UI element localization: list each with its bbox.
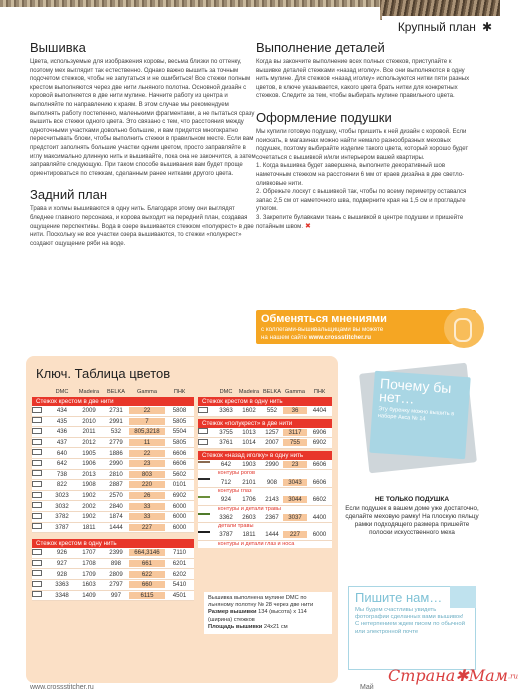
table-cell: 2009 <box>82 407 96 415</box>
right-one-thread-rows <box>198 406 332 417</box>
table-cell: 1603 <box>82 581 96 589</box>
table-row <box>32 559 194 570</box>
table-cell: 6000 <box>172 502 187 510</box>
thread-symbol-icon <box>32 460 46 468</box>
table-cell: 2399 <box>109 549 123 557</box>
table-cell: 6201 <box>172 560 187 568</box>
footer-page: Май <box>360 684 374 691</box>
thread-symbol-icon <box>32 407 46 415</box>
table-cell: 3037 <box>283 514 307 521</box>
table-cell: 1444 <box>109 523 123 531</box>
full-cross-rows <box>32 406 194 533</box>
section-tag <box>382 16 500 38</box>
table-cell: 6906 <box>312 428 327 436</box>
table-cell: 436 <box>56 428 68 436</box>
not-only-pillow-note <box>344 496 480 537</box>
table-row <box>32 523 194 534</box>
table-cell: 6000 <box>172 513 187 521</box>
thread-symbol-icon <box>198 496 212 504</box>
table-cell: 803 <box>129 471 165 478</box>
table-cell: 1903 <box>242 461 256 469</box>
right-one-thread-header: Стежок крестом в одну нить <box>198 397 332 406</box>
table-row <box>198 428 332 439</box>
table-cell: 1707 <box>82 549 96 557</box>
embroidery-text: Цвета, используемые для изображения коровы, весьма близки по оттенку, поэтому мех выглядит так естественно. Однако важно вышить за точным подсчетом стежков, чтобы не запутаться и не ошибиться! Все стежки полным крестом выполняются через две нити льняного полотна. Основной дизайн с коровой выполняется в две нити мулине. Начните работу из центра и выполняйте по направлению к краям. В этом случае мы рекомендуем выполнять работу постепенно, маленькими фрагментами, а не пытаться сразу вышить все стежки одного цвета. Это связано с тем, что расстояния между одноточными участками довольно большие, и вам придется многократно пересчитывать блоки, чтобы выполнить стежки в правильном месте. Если вам предстоит заполнять большие участки одним цветом, просто заправляйте в иглу максимально длинную нить и вышивайте, пока она не закончится, а затем заправляйте следующую. При таком способе вышивания вам будет проще ориентироваться по стежкам, сделанным ранее нитками другого цвета. <box>30 58 256 177</box>
table-cell: 2887 <box>109 481 123 489</box>
full-cross-one-header: Стежок крестом в одну нить <box>32 539 194 548</box>
table-cell: 6602 <box>312 496 327 504</box>
table-cell: 435 <box>56 417 68 425</box>
table-cell: 738 <box>56 470 68 478</box>
table-cell: 11 <box>129 439 165 446</box>
table-cell: 2990 <box>109 460 123 468</box>
thread-symbol-icon <box>198 461 212 469</box>
table-cell: 1409 <box>82 591 96 599</box>
table-cell: 3787 <box>55 523 69 531</box>
table-cell: 2797 <box>109 581 123 589</box>
table-cell: 1811 <box>82 523 96 531</box>
table-cell: 3023 <box>55 492 69 500</box>
table-cell: 997 <box>110 591 122 599</box>
table-row <box>32 580 194 591</box>
table-cell: 640 <box>56 449 68 457</box>
table-cell: 898 <box>110 560 122 568</box>
table-cell: 2367 <box>265 513 279 521</box>
table-cell: 755 <box>283 439 307 446</box>
thread-symbol-icon <box>32 439 46 447</box>
key-column-headers: DMC Madeira BELKA Gamma ПНК <box>55 389 186 395</box>
thread-symbol-icon <box>32 570 46 578</box>
table-cell: 2101 <box>242 478 256 486</box>
pillow-step-2: 2. Обрежьте лоскут с вышивкой так, чтобы по всему периметру оставался запас 2,5 см от наметочного шва, подверните края на 1,5 см и прогладьте утюгом. <box>256 188 467 213</box>
table-cell: 1706 <box>242 496 256 504</box>
thread-symbol-icon <box>32 523 46 531</box>
full-cross-one-rows <box>32 548 194 601</box>
table-cell: 532 <box>110 428 122 436</box>
table-cell: 661 <box>129 560 165 567</box>
table-cell: 552 <box>266 407 278 415</box>
table-cell: 2810 <box>109 470 123 478</box>
thread-symbol-icon <box>198 407 212 415</box>
table-cell: 1013 <box>242 428 256 436</box>
table-cell: 926 <box>56 549 68 557</box>
table-row <box>198 477 332 488</box>
table-cell: 5808 <box>172 407 187 415</box>
table-row <box>198 530 332 541</box>
table-row <box>32 448 194 459</box>
table-cell: 928 <box>56 570 68 578</box>
table-cell: 3755 <box>219 428 233 436</box>
table-cell: 3362 <box>219 513 233 521</box>
table-cell: 3787 <box>219 531 233 539</box>
forum-site-link[interactable]: www.crossstitcher.ru <box>308 334 372 341</box>
table-cell: 6606 <box>312 461 327 469</box>
key-title: Ключ. Таблица цветов <box>36 366 171 381</box>
thread-symbol-icon <box>32 581 46 589</box>
half-cross-header: Стежок «полукрест» в две нити <box>198 419 332 428</box>
table-cell: 4404 <box>312 407 327 415</box>
table-cell: 1444 <box>265 531 279 539</box>
thread-symbol-icon <box>32 470 46 478</box>
table-row <box>32 417 194 428</box>
back-stitch-label: детали травы <box>198 523 332 530</box>
table-cell: 6115 <box>129 592 165 599</box>
table-row <box>198 460 332 471</box>
thread-symbol-icon <box>32 492 46 500</box>
table-cell: 1905 <box>82 449 96 457</box>
table-cell: 7 <box>129 418 165 425</box>
back-stitch-label: контуры рогов <box>198 470 332 477</box>
why-not-sticker <box>369 371 470 459</box>
background-heading: Задний план <box>30 187 108 203</box>
table-cell: 2809 <box>109 570 123 578</box>
table-cell: 1257 <box>265 428 279 436</box>
half-cross-rows <box>198 428 332 449</box>
table-cell: 4400 <box>312 513 327 521</box>
back-stitch-label: контуры и детали глаз и носа <box>198 541 332 548</box>
table-cell: 1602 <box>242 407 256 415</box>
pillow-step-3: 3. Закрепите булавками ткань с вышивкой в центре подушки и пришейте потайным швом. ✖ <box>256 213 464 230</box>
table-row <box>32 406 194 417</box>
key-table-right <box>198 386 332 548</box>
table-cell: 2007 <box>265 439 279 447</box>
details-text: Когда вы закончите выполнение всех полных стежков, приступайте к вышивке деталей стежками «назад иголку». Все они выполняются в одну нить мулине. Для стежков «назад иголку» используются нитки пяти разных цветов, в ключе указывается, какого цвета брать нитки для конкретных стежков. Следите за тем, чтобы выбирать мулине правильного цвета. <box>256 58 470 100</box>
table-cell: 33 <box>129 513 165 520</box>
background-text: Трава и холмы вышиваются в одну нить. Благодаря этому они выглядят бледнее главного персонажа, и корова выходит на передний план, создавая ощущение перспективы. Вода в озере вышивается стежком «полукрест» в две нити. Поскольку не все участки озера вышиваются, то стежки «полукрест» создают ощущение ряби на воде. <box>30 205 254 247</box>
key-table-left <box>32 386 194 601</box>
table-cell: 6902 <box>312 439 327 447</box>
write-title: Пишите нам… <box>355 590 443 605</box>
thread-symbol-icon <box>198 439 212 447</box>
table-cell: 2991 <box>109 417 123 425</box>
pillow-step-1: 1. Когда вышивка будет завершена, выполните декоративный шов наметочным стежком на расстоянии 6 мм от краев дизайна в две светло-оливковые нити. <box>256 162 465 187</box>
table-row <box>198 513 332 524</box>
end-mark-icon: ✖ <box>305 222 311 230</box>
table-cell: 33 <box>129 503 165 510</box>
table-cell: 6902 <box>172 492 187 500</box>
forum-site-line: на нашем сайте www.crossstitcher.ru <box>261 334 372 341</box>
thread-symbol-icon <box>32 560 46 568</box>
table-cell: 7110 <box>172 549 187 557</box>
table-cell: 0101 <box>172 481 187 489</box>
table-row <box>32 591 194 602</box>
thread-symbol-icon <box>198 513 212 521</box>
table-cell: 2013 <box>82 470 96 478</box>
not-only-text: Если подушек в вашем доме уже достаточно, сделайте меховую рамку! На плоскую пяльцу рамки подходящего размера пришейте полоски искусственного меха <box>345 505 479 536</box>
table-cell: 3782 <box>55 513 69 521</box>
sticker-question: Почему бы нет… <box>378 375 452 407</box>
table-cell: 6000 <box>172 523 187 531</box>
table-cell: 2779 <box>109 439 123 447</box>
write-text: Мы будем счастливы увидеть фотографии сделанных вами вышивок! С нетерпением ждем писем по обычной или электронной почте <box>355 607 465 635</box>
sticker-answer: Эту буренку можно вышить в наборе Акса № 14 <box>377 406 455 422</box>
back-stitch-header: Стежок «назад иголку» в одну нить <box>198 451 332 460</box>
thread-symbol-icon <box>32 449 46 457</box>
table-cell: 2570 <box>109 492 123 500</box>
table-cell: 434 <box>56 407 68 415</box>
table-cell: 6202 <box>172 570 187 578</box>
thread-symbol-icon <box>32 513 46 521</box>
table-row <box>198 495 332 506</box>
table-cell: 36 <box>283 407 307 414</box>
thread-symbol-icon <box>32 549 46 557</box>
table-cell: 1708 <box>82 560 96 568</box>
table-cell: 642 <box>56 460 68 468</box>
table-cell: 2840 <box>109 502 123 510</box>
table-row <box>32 480 194 491</box>
table-cell: 2731 <box>109 407 123 415</box>
thread-symbol-icon <box>32 502 46 510</box>
table-cell: 927 <box>56 560 68 568</box>
not-only-title: НЕ ТОЛЬКО ПОДУШКА <box>374 496 450 503</box>
table-cell: 22 <box>129 450 165 457</box>
table-cell: 2143 <box>265 496 279 504</box>
back-stitch-label: контуры глаз <box>198 488 332 495</box>
table-cell: 924 <box>220 496 232 504</box>
table-cell: 712 <box>220 478 232 486</box>
table-cell: 4501 <box>172 591 187 599</box>
table-cell: 3043 <box>283 479 307 486</box>
thread-symbol-icon <box>32 481 46 489</box>
table-cell: 664,3146 <box>129 549 165 556</box>
table-cell: 227 <box>129 524 165 531</box>
table-row <box>32 438 194 449</box>
thread-symbol-icon <box>198 428 212 436</box>
table-row <box>32 512 194 523</box>
table-row <box>198 406 332 417</box>
right-column <box>256 40 476 231</box>
section-title: Крупный план <box>397 20 476 34</box>
table-cell: 3761 <box>219 439 233 447</box>
thread-symbol-icon <box>198 531 212 539</box>
table-cell: 3117 <box>283 429 307 436</box>
full-cross-header: Стежок крестом в две нити <box>32 397 194 406</box>
table-cell: 1906 <box>82 460 96 468</box>
back-stitch-label: контуры и детали травы <box>198 506 332 513</box>
table-cell: 2011 <box>82 428 96 436</box>
star-icon: ✱ <box>481 20 492 34</box>
table-cell: 5602 <box>172 470 187 478</box>
table-cell: 3348 <box>55 591 69 599</box>
table-cell: 2603 <box>242 513 256 521</box>
table-cell: 3363 <box>219 407 233 415</box>
table-cell: 1014 <box>242 439 256 447</box>
pillow-text-intro: Мы купили готовую подушку, чтобы пришить к ней дизайн с коровой. Если поискать, в магазинах можно найти немало разнообразных меховых подушек, поэтому выбирайте изделие такого цвета, который хорошо будет сочетаться с вышивкой и/или интерьером вашей квартиры. <box>256 127 469 161</box>
table-cell: 622 <box>129 571 165 578</box>
table-cell: 908 <box>266 478 278 486</box>
table-cell: 3363 <box>55 581 69 589</box>
table-cell: 5805 <box>172 439 187 447</box>
table-cell: 5410 <box>172 581 187 589</box>
details-heading: Выполнение деталей <box>256 40 385 55</box>
table-cell: 23 <box>129 460 165 467</box>
watermark-logo: Страна✱Мам.ru <box>388 666 518 685</box>
table-cell: 220 <box>129 481 165 488</box>
forum-subtitle: с коллегами-вышивальщицами вы можете <box>261 326 384 333</box>
table-cell: 437 <box>56 439 68 447</box>
table-cell: 1902 <box>82 513 96 521</box>
table-cell: 822 <box>56 481 68 489</box>
table-cell: 26 <box>129 492 165 499</box>
table-cell: 5805 <box>172 417 187 425</box>
table-cell: 1908 <box>82 481 96 489</box>
pillow-heading: Оформление подушки <box>256 109 392 125</box>
table-cell: 6000 <box>312 531 327 539</box>
table-row <box>32 470 194 481</box>
table-row <box>32 491 194 502</box>
table-row <box>198 438 332 449</box>
back-stitch-rows <box>198 460 332 548</box>
table-cell: 660 <box>129 581 165 588</box>
color-key-panel <box>26 356 338 683</box>
key-column-headers-right: DMC Madeira BELKA Gamma ПНК <box>219 389 326 395</box>
table-cell: 1886 <box>109 449 123 457</box>
table-cell: 3044 <box>283 496 307 503</box>
table-cell: 805,3218 <box>129 428 165 435</box>
table-cell: 6606 <box>312 478 327 486</box>
table-cell: 23 <box>283 461 307 468</box>
footer-site[interactable]: www.crossstitcher.ru <box>30 684 94 691</box>
table-cell: 227 <box>283 531 307 538</box>
thread-symbol-icon <box>32 591 46 599</box>
table-cell: 1902 <box>82 492 96 500</box>
table-cell: 2002 <box>82 502 96 510</box>
forum-banner[interactable] <box>256 310 476 344</box>
table-cell: 3032 <box>55 502 69 510</box>
table-row <box>32 569 194 580</box>
folder-tab-decoration <box>450 586 476 608</box>
table-cell: 1874 <box>109 513 123 521</box>
table-cell: 2990 <box>265 461 279 469</box>
table-cell: 1811 <box>242 531 256 539</box>
mouse-icon <box>444 308 484 348</box>
table-cell: 2012 <box>82 439 96 447</box>
forum-title: Обменяться мнениями <box>261 313 387 325</box>
thread-symbol-icon <box>32 417 46 425</box>
table-cell: 1709 <box>82 570 96 578</box>
table-row <box>32 501 194 512</box>
table-row <box>32 427 194 438</box>
table-cell: 6606 <box>172 460 187 468</box>
table-cell: 2010 <box>82 417 96 425</box>
left-column <box>30 40 258 248</box>
thread-symbol-icon <box>198 478 212 486</box>
table-cell: 6606 <box>172 449 187 457</box>
stitch-summary: Вышивка выполнена мулине DMC по льняному полотну № 28 через две нити Размер вышивки 134 (высота) х 114 (ширина) стежков Площадь вышивки 24х21 см <box>204 592 332 634</box>
thread-symbol-icon <box>32 428 46 436</box>
table-cell: 642 <box>220 461 232 469</box>
embroidery-heading: Вышивка <box>30 40 86 55</box>
table-row <box>32 548 194 559</box>
write-to-us-box <box>348 586 476 670</box>
table-cell: 5504 <box>172 428 187 436</box>
table-row <box>32 459 194 470</box>
table-cell: 22 <box>129 407 165 414</box>
